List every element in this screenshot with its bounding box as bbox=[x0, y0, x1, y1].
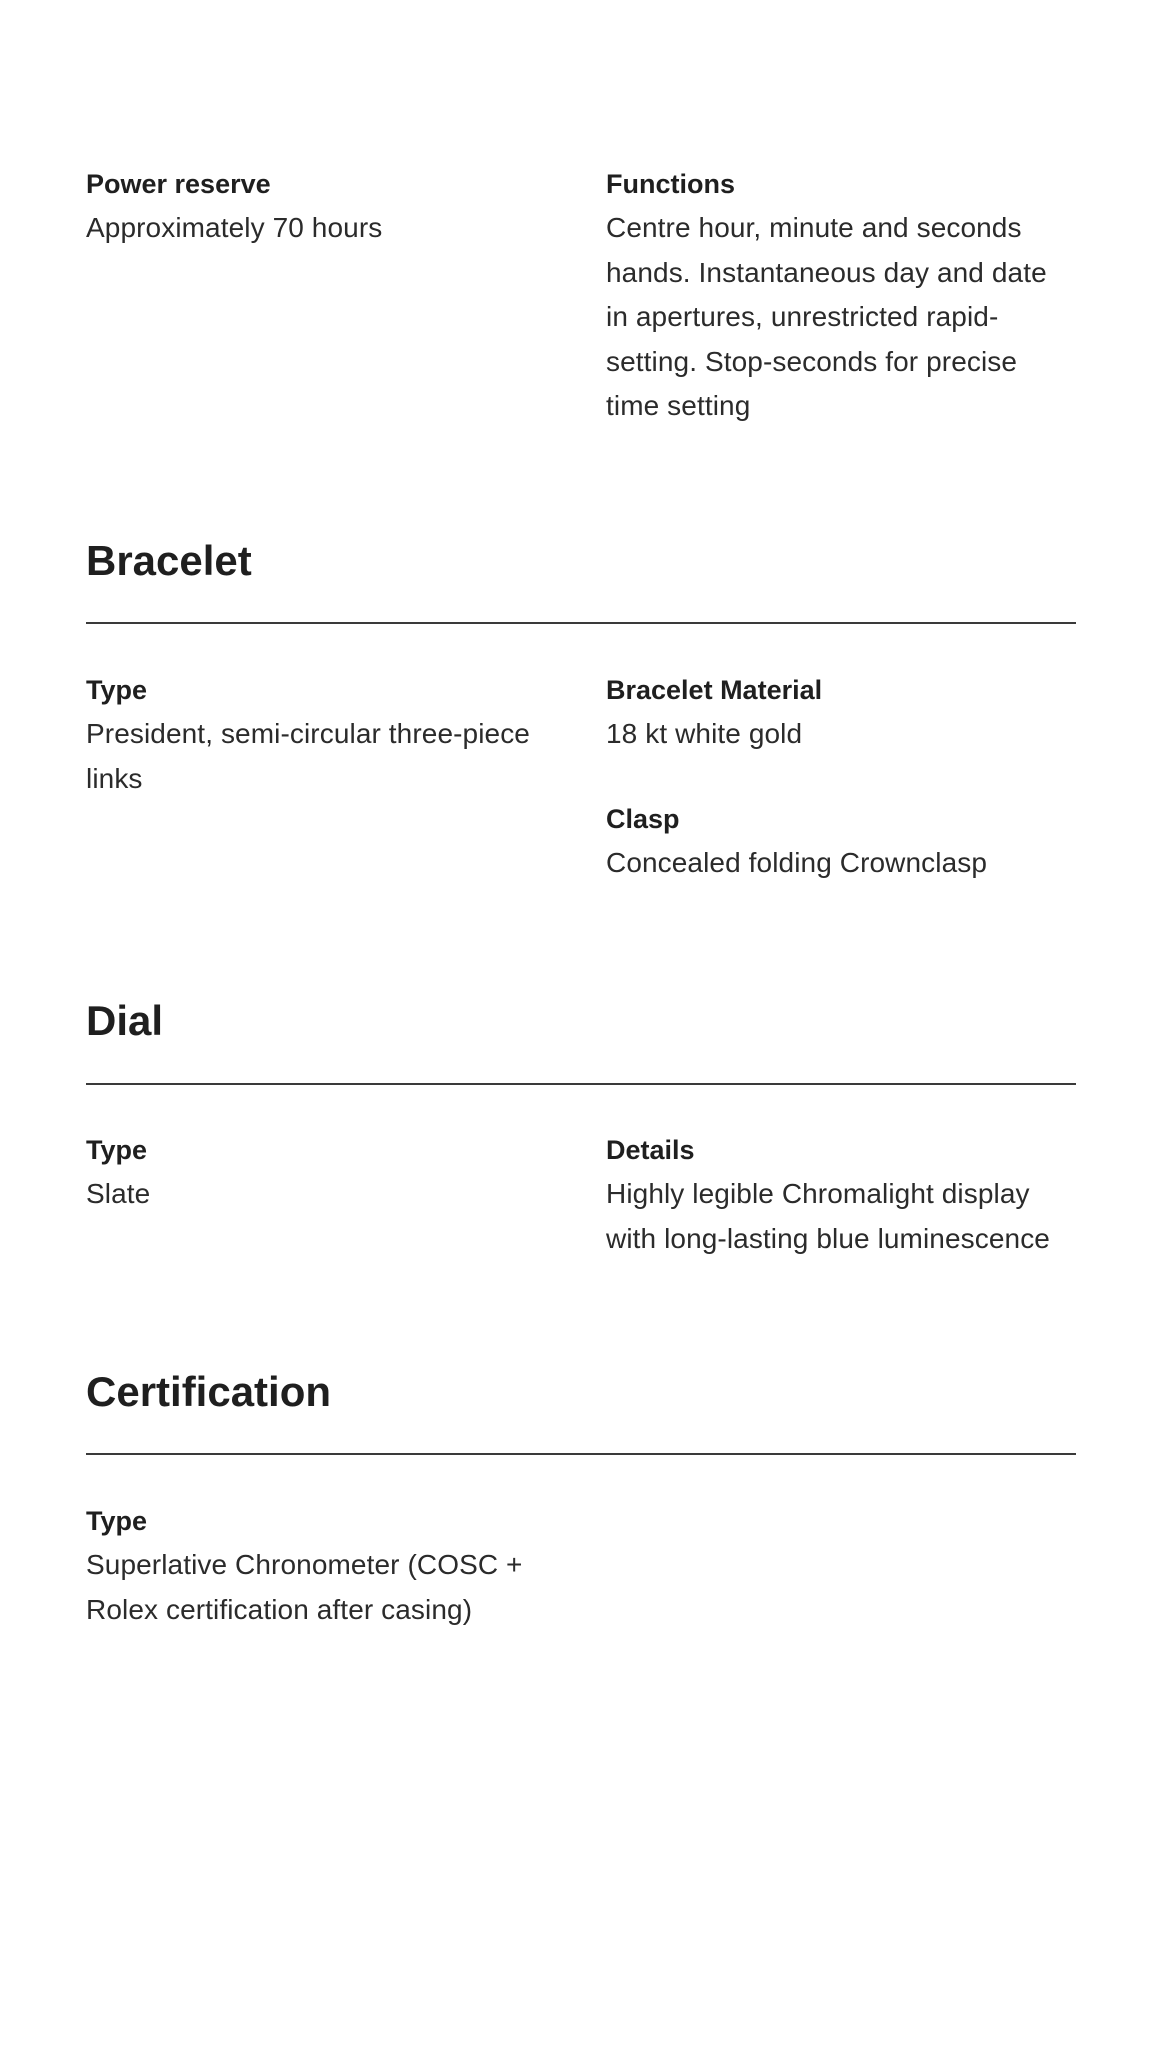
spec-bracelet-type bbox=[86, 668, 556, 885]
spec-functions bbox=[606, 162, 1076, 429]
spec-clasp bbox=[606, 797, 1076, 886]
spec-label: Details bbox=[606, 1135, 695, 1165]
movement-specs bbox=[86, 162, 1076, 429]
spec-label: Power reserve bbox=[86, 169, 271, 199]
bracelet-specs bbox=[86, 668, 1076, 885]
bracelet-right-column bbox=[606, 668, 1076, 885]
spec-value: Superlative Chronometer (COSC + Rolex certification after casing) bbox=[86, 1549, 523, 1625]
empty-column bbox=[606, 1499, 1076, 1632]
spec-value: Concealed folding Crownclasp bbox=[606, 846, 988, 878]
spec-dial-type bbox=[86, 1128, 556, 1261]
spec-label: Type bbox=[86, 1135, 148, 1165]
spec-label: Type bbox=[86, 1506, 148, 1536]
section-divider bbox=[86, 622, 1076, 624]
spec-label: Type bbox=[86, 675, 148, 705]
section-divider bbox=[86, 1083, 1076, 1085]
spec-value: Approximately 70 hours bbox=[86, 212, 383, 243]
dial-specs bbox=[86, 1128, 1076, 1261]
certification-specs bbox=[86, 1499, 1076, 1632]
spec-value: 18 kt white gold bbox=[606, 718, 803, 749]
spec-value: Slate bbox=[86, 1178, 151, 1209]
spec-bracelet-material bbox=[606, 668, 1076, 757]
spec-power-reserve bbox=[86, 162, 556, 429]
section-title-bracelet: Bracelet bbox=[86, 537, 252, 584]
section-title-certification: Certification bbox=[86, 1368, 332, 1415]
spec-dial-details bbox=[606, 1128, 1076, 1261]
spec-value: President, semi-circular three-piece links bbox=[86, 718, 530, 794]
section-divider bbox=[86, 1453, 1076, 1455]
spec-value: Centre hour, minute and seconds hands. Instantaneous day and date in apertures, unrestricted rapid-setting. Stop-seconds for precise time setting bbox=[606, 212, 1047, 421]
section-title-dial: Dial bbox=[86, 997, 164, 1044]
spec-label: Clasp bbox=[606, 803, 680, 834]
spec-label: Bracelet Material bbox=[606, 675, 823, 705]
spec-value: Highly legible Chromalight display with long-lasting blue luminescence bbox=[606, 1178, 1050, 1254]
spec-certification-type bbox=[86, 1499, 556, 1632]
spec-label: Functions bbox=[606, 169, 735, 199]
